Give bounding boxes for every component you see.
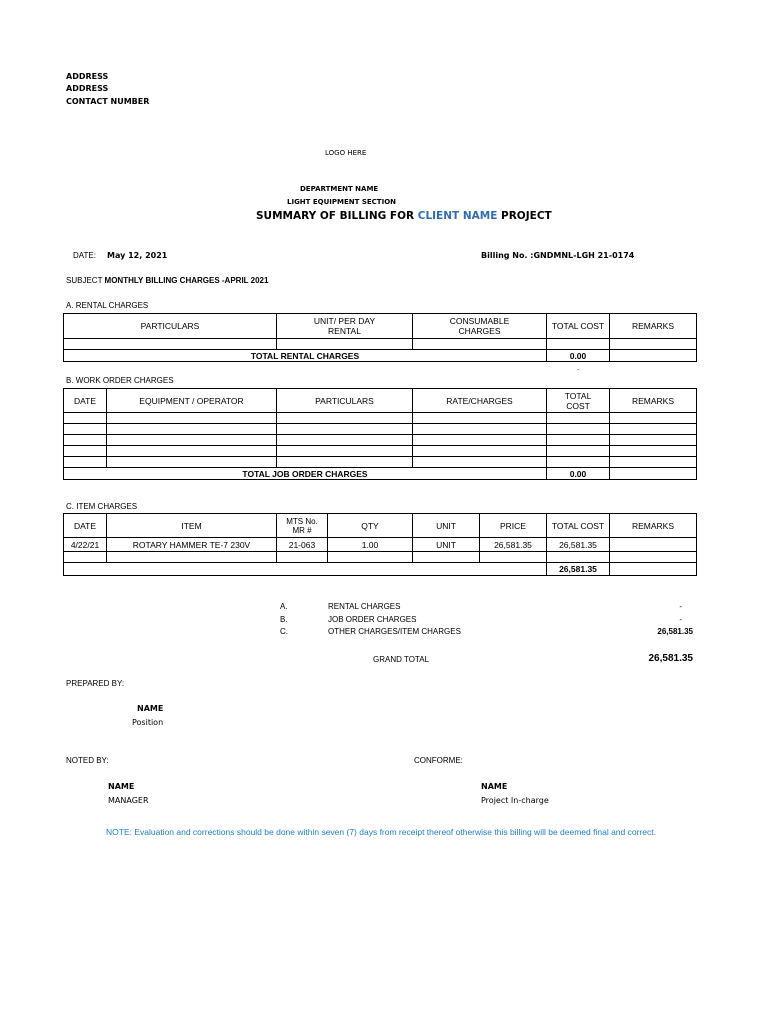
rental-total-row <box>64 350 697 362</box>
billing-number: Billing No. :GNDMNL-LGH 21-0174 <box>481 251 635 260</box>
item-price: 26,581.35 <box>480 538 547 552</box>
department-name: DEPARTMENT NAME <box>300 185 379 193</box>
stray-dot: . <box>577 363 580 372</box>
item-total-row <box>64 563 697 576</box>
wo-col-remarks: REMARKS <box>610 389 697 413</box>
item-remarks <box>610 538 697 552</box>
item-section-label: C. ITEM CHARGES <box>66 502 138 511</box>
summary-label-c: OTHER CHARGES/ITEM CHARGES <box>328 627 461 636</box>
rental-col-unit-line1: UNIT/ PER DAY <box>313 316 376 326</box>
summary-letter-b: B. <box>280 615 288 624</box>
rental-total-label: TOTAL RENTAL CHARGES <box>64 350 547 362</box>
item-total: 26,581.35 <box>547 538 610 552</box>
logo-placeholder: LOGO HERE <box>325 149 367 157</box>
wo-col-date: DATE <box>64 389 107 413</box>
item-col-date: DATE <box>64 514 107 538</box>
noted-position: MANAGER <box>108 796 149 805</box>
summary-letter-a: A. <box>280 602 288 611</box>
summary-value-a: - <box>679 602 682 611</box>
item-mts: 21-063 <box>277 538 328 552</box>
item-col-mts-line2: MR # <box>292 525 312 535</box>
rental-header-row <box>64 314 697 339</box>
title-suffix: PROJECT <box>497 210 552 222</box>
subject-line <box>66 276 268 285</box>
table-row <box>64 413 697 424</box>
summary-label-b: JOB ORDER CHARGES <box>328 615 417 624</box>
work-order-section-label: B. WORK ORDER CHARGES <box>66 376 174 385</box>
item-col-total-cost: TOTAL COST <box>547 514 610 538</box>
work-order-table <box>63 388 697 480</box>
contact-number: CONTACT NUMBER <box>66 97 150 106</box>
rental-charges-table <box>63 313 697 362</box>
noted-by-label: NOTED BY: <box>66 756 109 765</box>
summary-value-b: - <box>679 615 682 624</box>
rental-col-unit-line2: RENTAL <box>328 326 361 336</box>
rental-total-value: 0.00 <box>547 350 610 362</box>
prepared-by-label: PREPARED BY: <box>66 679 125 688</box>
item-col-mts-line1: MTS No. <box>286 516 318 526</box>
subject-value: MONTHLY BILLING CHARGES -APRIL 2021 <box>104 276 269 285</box>
title-prefix: SUMMARY OF BILLING FOR <box>256 210 418 222</box>
prepared-name: NAME <box>137 704 164 713</box>
item-col-price: PRICE <box>480 514 547 538</box>
table-row <box>64 446 697 457</box>
item-charges-table <box>63 513 697 576</box>
wo-total-label: TOTAL JOB ORDER CHARGES <box>64 468 547 480</box>
item-name: ROTARY HAMMER TE-7 230V <box>107 538 277 552</box>
table-row <box>64 339 697 350</box>
billing-note: NOTE: Evaluation and corrections should be done within seven (7) days from receipt thereof otherwise this billing will be deemed final and correct. <box>106 827 656 837</box>
table-row <box>64 424 697 435</box>
summary-value-c: 26,581.35 <box>657 627 693 636</box>
rental-col-unit <box>277 314 413 339</box>
item-col-item: ITEM <box>107 514 277 538</box>
wo-col-rate: RATE/CHARGES <box>413 389 547 413</box>
table-row <box>64 538 697 552</box>
rental-col-total-cost: TOTAL COST <box>547 314 610 339</box>
client-name: CLIENT NAME <box>417 210 498 222</box>
item-total-value: 26,581.35 <box>547 563 610 576</box>
table-row <box>64 552 697 563</box>
work-order-total-row <box>64 468 697 480</box>
item-col-remarks: REMARKS <box>610 514 697 538</box>
item-qty: 1.00 <box>328 538 413 552</box>
table-row <box>64 435 697 446</box>
wo-col-particulars: PARTICULARS <box>277 389 413 413</box>
address-line-2: ADDRESS <box>66 84 109 93</box>
grand-total-label: GRAND TOTAL <box>373 655 430 664</box>
rental-col-consumable-line1: CONSUMABLE <box>449 316 510 326</box>
item-header-row <box>64 514 697 538</box>
work-order-header-row <box>64 389 697 413</box>
table-row <box>64 457 697 468</box>
item-unit: UNIT <box>413 538 480 552</box>
grand-total-value: 26,581.35 <box>648 653 693 664</box>
item-col-unit: UNIT <box>413 514 480 538</box>
wo-col-total-line2: COST <box>566 400 590 411</box>
noted-name: NAME <box>108 782 135 791</box>
conforme-label: CONFORME: <box>414 756 463 765</box>
date-value: May 12, 2021 <box>107 251 168 260</box>
item-col-qty: QTY <box>328 514 413 538</box>
wo-col-equipment: EQUIPMENT / OPERATOR <box>107 389 277 413</box>
rental-col-particulars: PARTICULARS <box>64 314 277 339</box>
item-col-mts <box>277 514 328 538</box>
conforme-name: NAME <box>481 782 508 791</box>
section-name: LIGHT EQUIPMENT SECTION <box>287 198 396 206</box>
rental-section-label: A. RENTAL CHARGES <box>66 301 149 310</box>
wo-total-value: 0.00 <box>547 468 610 480</box>
prepared-position: Position <box>132 718 164 727</box>
rental-col-remarks: REMARKS <box>610 314 697 339</box>
wo-col-total-line1: TOTAL <box>564 390 592 401</box>
subject-label: SUBJECT <box>66 276 103 285</box>
document-title <box>256 210 552 222</box>
summary-label-a: RENTAL CHARGES <box>328 602 401 611</box>
wo-col-total <box>547 389 610 413</box>
rental-col-consumable <box>413 314 547 339</box>
date-label: DATE: <box>73 251 96 260</box>
conforme-position: Project In-charge <box>481 796 549 805</box>
rental-col-consumable-line2: CHARGES <box>458 326 501 336</box>
item-date: 4/22/21 <box>64 538 107 552</box>
address-line-1: ADDRESS <box>66 72 109 81</box>
summary-letter-c: C. <box>280 627 288 636</box>
